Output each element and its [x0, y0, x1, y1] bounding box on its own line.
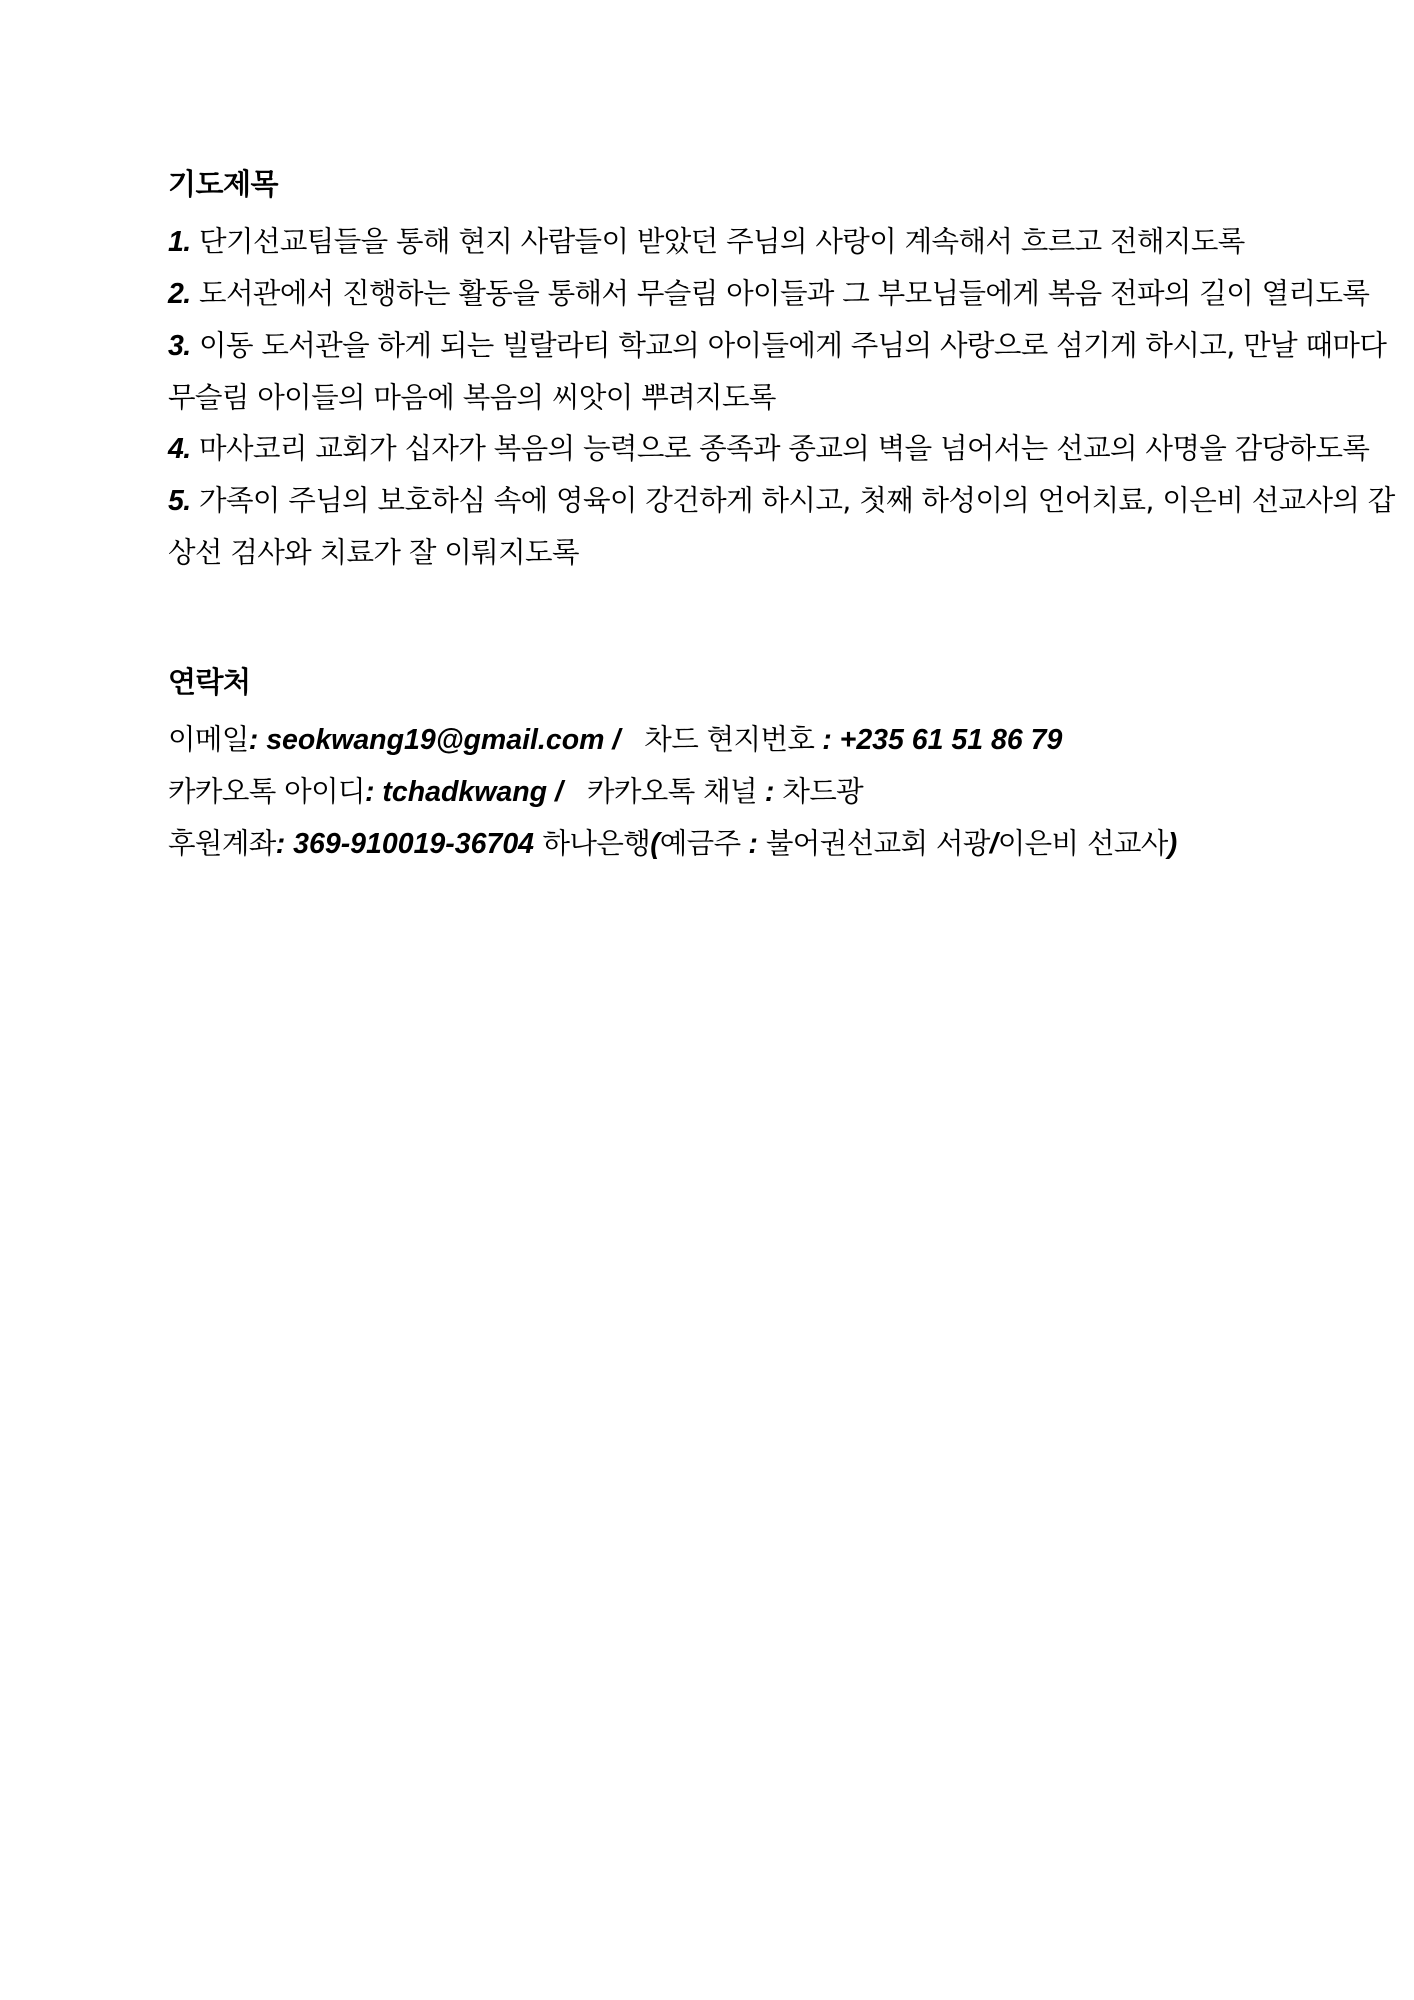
holder-separator: :	[740, 828, 766, 860]
phone-label: 차드 현지번호	[644, 723, 815, 756]
holder-slash: /	[989, 828, 998, 860]
prayer-item-text: 가족이 주님의 보호하심 속에 영육이 강건하게 하시고, 첫째 하성이의 언어치료, 이은비 선교사의 갑상선 검사와 치료가 잘 이뤄지도록	[168, 484, 1395, 569]
prayer-item-number: 4.	[168, 433, 191, 465]
kakao-id-label: 카카오톡 아이디	[168, 775, 365, 808]
prayer-item-text: 도서관에서 진행하는 활동을 통해서 무슬림 아이들과 그 부모님들에게 복음 전파의 길이 열리도록	[190, 277, 1370, 310]
prayer-item-number: 1.	[168, 226, 191, 258]
prayer-item-5	[168, 475, 1408, 578]
prayer-item-text: 마사코리 교회가 십자가 복음의 능력으로 종족과 종교의 벽을 넘어서는 선교의 사명을 감당하도록	[190, 432, 1370, 465]
holder-label: 예금주	[659, 827, 741, 860]
kakao-channel-label: 카카오톡 채널	[586, 775, 757, 808]
prayer-item-number: 2.	[168, 278, 191, 310]
prayer-item-text: 단기선교팀들을 통해 현지 사람들이 받았던 주님의 사랑이 계속해서 흐르고 전해지도록	[190, 225, 1245, 258]
contact-kakao-line	[168, 766, 1408, 818]
bank-name: 하나은행	[534, 827, 651, 860]
holder-name: 불어권선교회 서광	[765, 827, 990, 860]
kakao-channel-separator: :	[756, 776, 783, 808]
contact-section	[168, 662, 1408, 870]
contact-email-phone-line	[168, 714, 1408, 766]
email-label: 이메일	[168, 723, 249, 756]
contact-heading: 연락처	[168, 665, 251, 699]
phone-value: : +235 61 51 86 79	[814, 724, 1063, 756]
holder-close-paren: )	[1167, 828, 1178, 860]
account-label: 후원계좌	[168, 827, 276, 860]
contact-account-line	[168, 818, 1408, 870]
prayer-item-number: 5.	[168, 485, 191, 517]
prayer-heading: 기도제목	[168, 167, 279, 201]
holder-name-2: 이은비 선교사	[997, 827, 1168, 860]
document-page	[168, 164, 1408, 870]
prayer-item-text: 이동 도서관을 하게 되는 빌랄라티 학교의 아이들에게 주님의 사랑으로 섬기게 하시고, 만날 때마다 무슬림 아이들의 마음에 복음의 씨앗이 뿌려지도록	[168, 329, 1387, 414]
prayer-item-2	[168, 268, 1408, 320]
email-value[interactable]: : seokwang19@gmail.com /	[248, 724, 621, 756]
prayer-list	[168, 216, 1408, 578]
prayer-item-3	[168, 320, 1408, 423]
kakao-channel-value: 차드광	[782, 775, 864, 808]
prayer-item-1	[168, 216, 1408, 268]
prayer-item-number: 3.	[168, 330, 191, 362]
account-number: : 369-910019-36704	[275, 828, 535, 860]
prayer-section	[168, 164, 1408, 578]
holder-open-paren: (	[650, 828, 660, 860]
prayer-item-4	[168, 423, 1408, 475]
kakao-id-value: : tchadkwang /	[364, 776, 563, 808]
